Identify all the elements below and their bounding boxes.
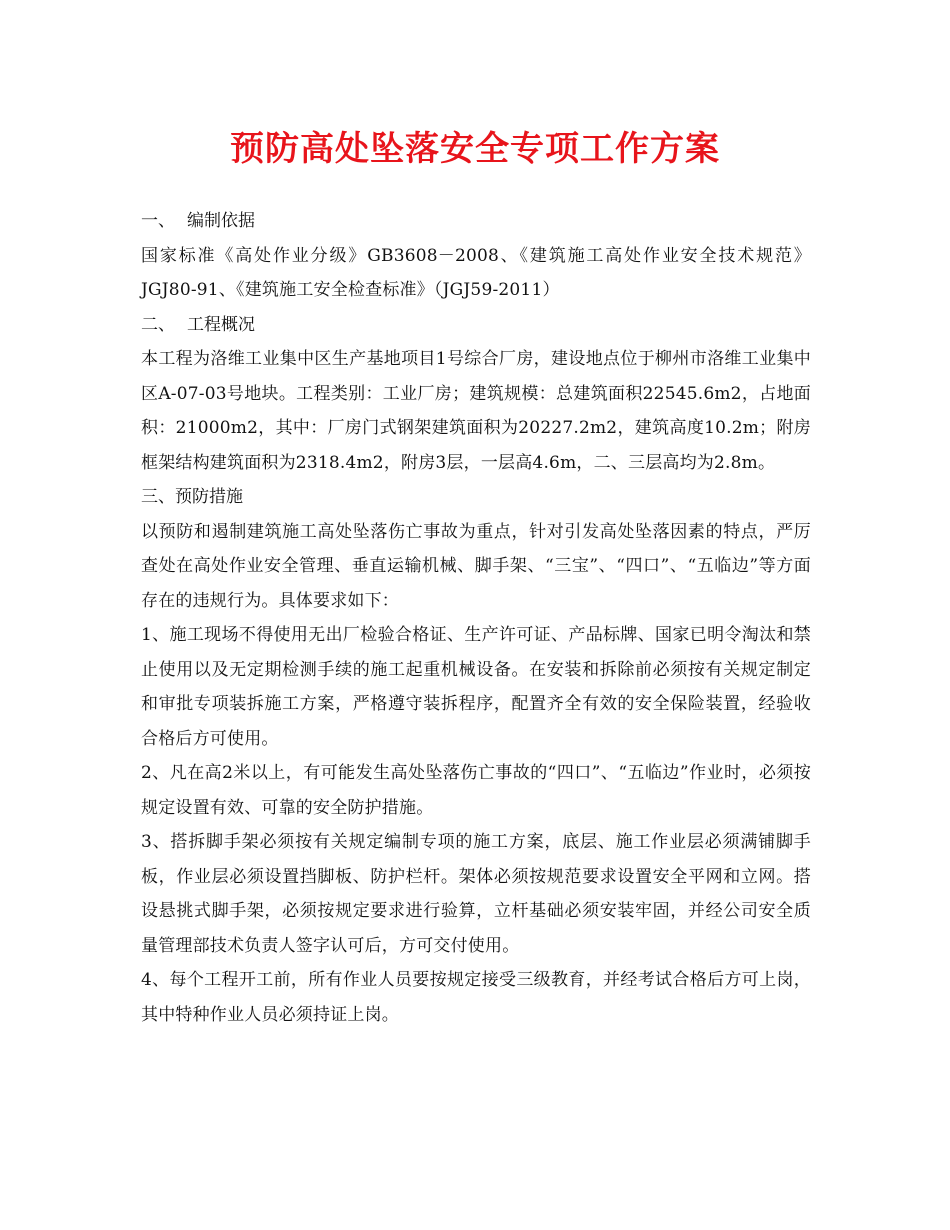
section-number: 二、 bbox=[141, 314, 175, 335]
section-title: 编制依据 bbox=[187, 211, 255, 231]
list-item: 3、搭拆脚手架必须按有关规定编制专项的施工方案，底层、施工作业层必须满铺脚手板，作业层必须设置挡脚板、防护栏杆。架体必须按规范要求设置安全平网和立网。搭设悬挑式脚手架，必须按规定要求进行验算，立杆基础必须安装牢固，并经公司安全质量管理部技术负责人签字认可后，方可交付使用。 bbox=[141, 832, 811, 956]
paragraph: 国家标准《高处作业分级》GB3608－2008、《建筑施工高处作业安全技术规范》JGJ80-91、《建筑施工安全检查标准》（JGJ59-2011） bbox=[141, 245, 811, 300]
document-body bbox=[141, 204, 811, 1032]
list-item: 2、凡在高2米以上，有可能发生高处坠落伤亡事故的“四口”、“五临边”作业时，必须按规定设置有效、可靠的安全防护措施。 bbox=[141, 763, 811, 818]
section-heading bbox=[141, 480, 811, 515]
section-heading bbox=[141, 308, 811, 343]
document-title: 预防高处坠落安全专项工作方案 bbox=[230, 129, 720, 169]
section-title: 工程概况 bbox=[187, 314, 255, 335]
paragraph: 本工程为洛维工业集中区生产基地项目1号综合厂房，建设地点位于柳州市洛维工业集中区A-07-03号地块。工程类别：工业厂房；建筑规模：总建筑面积22545.6m2，占地面积：21000m2，其中：厂房门式钢架建筑面积为20227.2m2，建筑高度10.2m；附房框架结构建筑面积为2318.4m2，附房3层，一层高4.6m，二、三层高均为2.8m。 bbox=[141, 349, 811, 473]
list-item: 4、每个工程开工前，所有作业人员要按规定接受三级教育，并经考试合格后方可上岗，其中特种作业人员必须持证上岗。 bbox=[141, 970, 811, 1025]
section-number: 一、 bbox=[141, 211, 175, 231]
section-heading bbox=[141, 204, 811, 239]
list-item: 1、施工现场不得使用无出厂检验合格证、生产许可证、产品标牌、国家已明令淘汰和禁止使用以及无定期检测手续的施工起重机械设备。在安装和拆除前必须按有关规定制定和审批专项装拆施工方案，严格遵守装拆程序，配置齐全有效的安全保险装置，经验收合格后方可使用。 bbox=[141, 625, 811, 749]
paragraph: 以预防和遏制建筑施工高处坠落伤亡事故为重点，针对引发高处坠落因素的特点，严厉查处在高处作业安全管理、垂直运输机械、脚手架、“三宝”、“四口”、“五临边”等方面存在的违规行为。具体要求如下： bbox=[141, 521, 811, 611]
section-title: 三、预防措施 bbox=[141, 487, 243, 507]
